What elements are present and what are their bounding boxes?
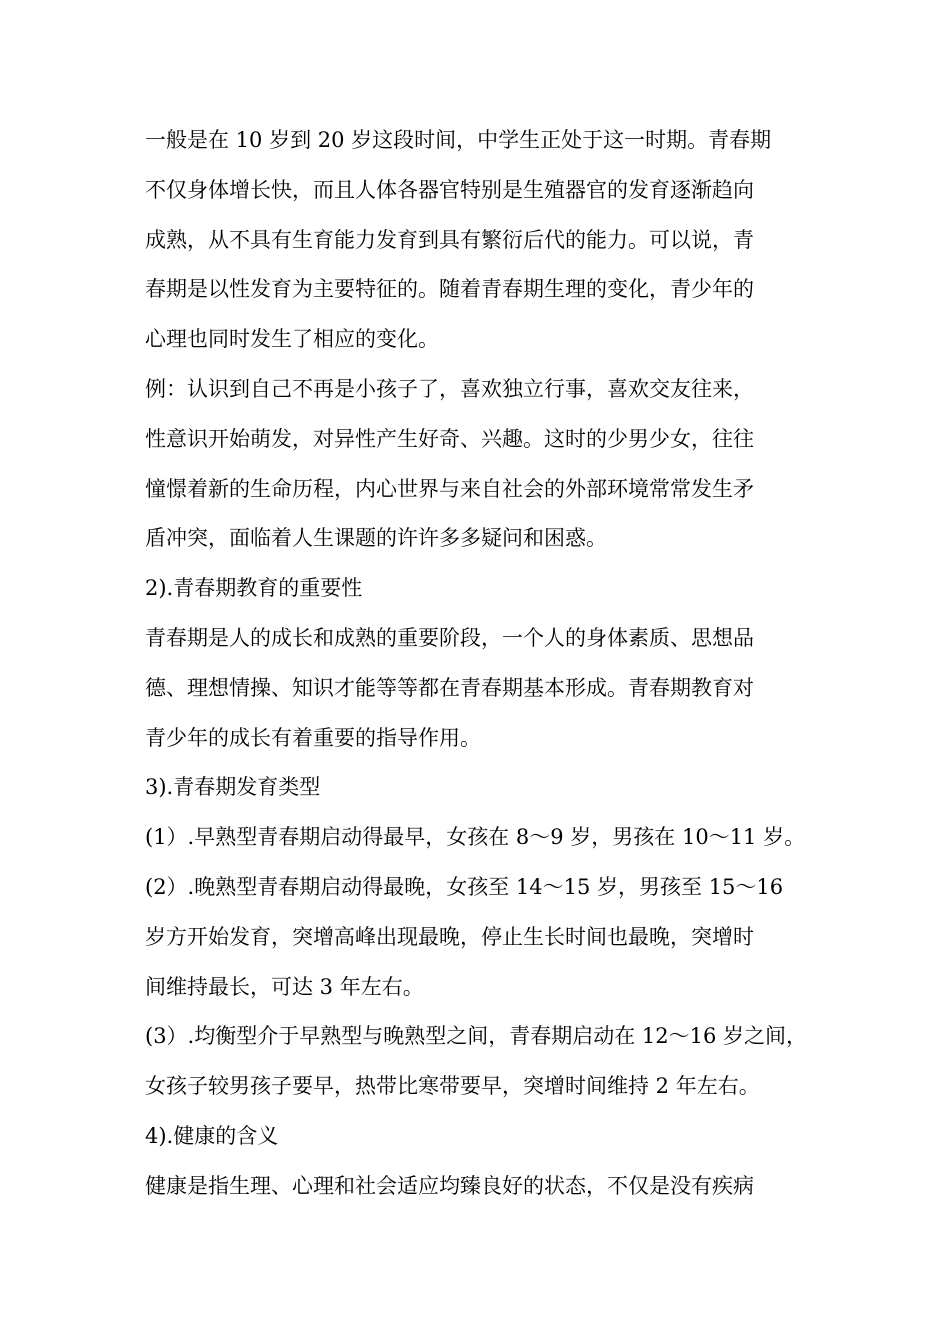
section-heading: 2).青春期教育的重要性 bbox=[145, 576, 363, 601]
paragraph-line: 青少年的成长有着重要的指导作用。 bbox=[145, 725, 481, 750]
document-body bbox=[145, 116, 845, 1212]
paragraph-line: 德、理想情操、知识才能等等都在青春期基本形成。青春期教育对 bbox=[145, 675, 754, 700]
section-heading: 4).健康的含义 bbox=[145, 1123, 279, 1148]
list-item-line: 岁方开始发育，突增高峰出现最晚，停止生长时间也最晚，突增时 bbox=[145, 924, 754, 949]
paragraph-line: 不仅身体增长快，而且人体各器官特别是生殖器官的发育逐渐趋向 bbox=[145, 177, 754, 202]
paragraph-line: 盾冲突，面临着人生课题的许许多多疑问和困惑。 bbox=[145, 526, 607, 551]
section-heading: 3).青春期发育类型 bbox=[145, 775, 321, 800]
paragraph-line: 青春期是人的成长和成熟的重要阶段，一个人的身体素质、思想品 bbox=[145, 625, 754, 650]
paragraph-line: 性意识开始萌发，对异性产生好奇、兴趣。这时的少男少女，往往 bbox=[145, 426, 754, 451]
list-item-line: (2）.晚熟型青春期启动得最晚，女孩至 14～15 岁，男孩至 15～16 bbox=[145, 874, 784, 899]
list-item-line: (3）.均衡型介于早熟型与晚熟型之间，青春期启动在 12～16 岁之间， bbox=[145, 1024, 808, 1049]
list-item-line: (1）.早熟型青春期启动得最早，女孩在 8～9 岁，男孩在 10～11 岁。 bbox=[145, 825, 806, 850]
paragraph-line: 健康是指生理、心理和社会适应均臻良好的状态，不仅是没有疾病 bbox=[145, 1173, 754, 1198]
list-item-line: 女孩子较男孩子要早，热带比寒带要早，突增时间维持 2 年左右。 bbox=[145, 1074, 760, 1099]
paragraph-line: 心理也同时发生了相应的变化。 bbox=[145, 327, 439, 352]
paragraph-line: 憧憬着新的生命历程，内心世界与来自社会的外部环境常常发生矛 bbox=[145, 476, 754, 501]
paragraph-line: 一般是在 10 岁到 20 岁这段时间，中学生正处于这一时期。青春期 bbox=[145, 128, 772, 152]
paragraph-line: 成熟，从不具有生育能力发育到具有繁衍后代的能力。可以说，青 bbox=[145, 227, 754, 252]
paragraph-line: 例：认识到自己不再是小孩子了，喜欢独立行事，喜欢交友往来， bbox=[145, 376, 754, 401]
list-item-line: 间维持最长，可达 3 年左右。 bbox=[145, 974, 424, 999]
paragraph-line: 春期是以性发育为主要特征的。随着青春期生理的变化，青少年的 bbox=[145, 277, 754, 302]
